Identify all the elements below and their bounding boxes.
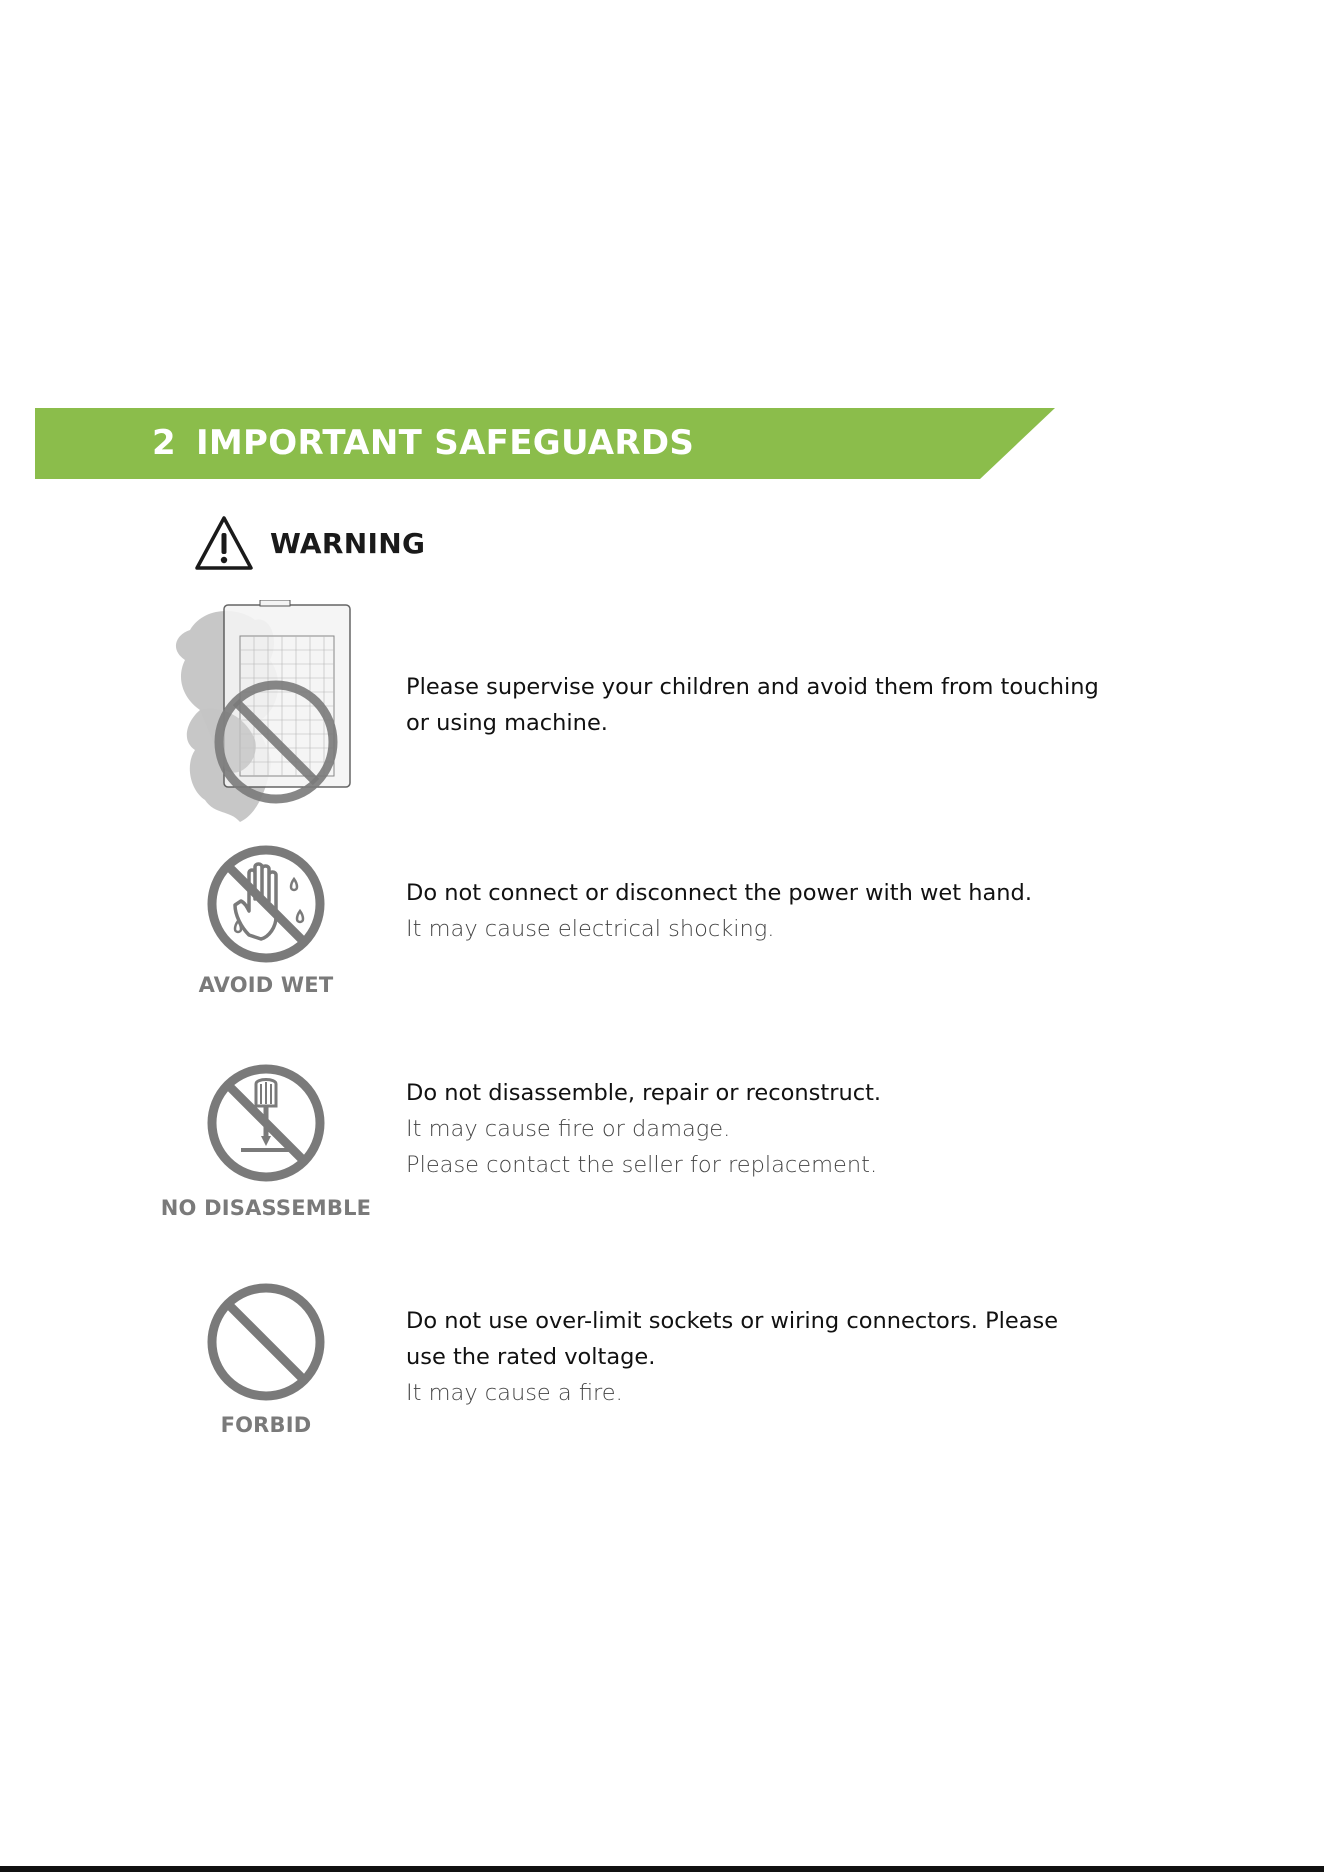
item-1-line-1: Please supervise your children and avoid them from touching [406, 674, 1099, 700]
item-2-subline-1: It may cause electrical shocking. [406, 916, 775, 942]
item-3-line-1: Do not disassemble, repair or reconstruct. [406, 1080, 882, 1106]
page-bottom-edge [0, 1866, 1324, 1872]
child-touching-purifier-prohibited-icon [160, 600, 370, 829]
item-2-line-1: Do not connect or disconnect the power with wet hand. [406, 880, 1032, 906]
item-3-text [406, 1075, 1186, 1183]
warning-heading [194, 513, 425, 573]
item-4-line-2: use the rated voltage. [406, 1344, 656, 1370]
wet-hand-prohibited-icon [205, 843, 327, 969]
forbid-label: FORBID [220, 1413, 312, 1437]
item-4-subline-1: It may cause a fire. [406, 1380, 623, 1406]
warning-triangle-icon [194, 515, 254, 571]
item-3-subline-1: It may cause fire or damage. [406, 1116, 731, 1142]
section-title-text: IMPORTANT SAFEGUARDS [195, 423, 695, 463]
item-2-text [406, 875, 1186, 947]
warning-label: WARNING [270, 526, 426, 560]
item-1-line-2: or using machine. [406, 710, 608, 736]
no-disassemble-label: NO DISASSEMBLE [160, 1196, 372, 1220]
item-4-line-1: Do not use over-limit sockets or wiring connectors. Please [406, 1308, 1059, 1334]
item-3-subline-2: Please contact the seller for replacement. [406, 1152, 878, 1178]
prohibited-icon [205, 1281, 327, 1407]
avoid-wet-label: AVOID WET [198, 973, 334, 997]
section-number: 2 [152, 423, 176, 463]
section-title [152, 421, 694, 465]
item-1-text [406, 669, 1186, 741]
section-banner [35, 408, 1055, 479]
item-4-text [406, 1303, 1186, 1411]
screwdriver-prohibited-icon [205, 1062, 327, 1188]
